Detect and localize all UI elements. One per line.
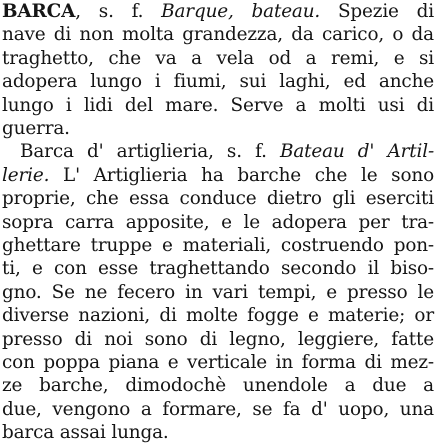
definition-line: barca assai lunga. xyxy=(2,422,169,444)
french-translation: Barque, bateau. xyxy=(161,1,321,22)
definition-line: nave di non molta grandezza, da carico, o da xyxy=(2,24,434,46)
definition-line: ti, e con esse traghettando secondo il biso- xyxy=(2,258,434,280)
headword-barca: BARCA xyxy=(2,1,76,22)
grammar-label: , s. f. xyxy=(208,141,267,163)
definition-line: guerra. xyxy=(2,118,70,139)
definition-line: lungo i lidi del mare. Serve a molti usi di xyxy=(2,94,434,116)
definition-line: diverse nazioni, di molte fogge e materie; or xyxy=(2,305,434,327)
definition-line: proprie, che essa conduce dietro gli eserciti xyxy=(2,188,434,210)
definition-line: ghettare truppe e materiali, costruendo pon- xyxy=(2,235,434,256)
french-translation-continued: lerie. xyxy=(2,164,50,186)
french-translation: Bateau d' Artil- xyxy=(279,141,435,163)
definition-line: presso di noi sono di legno, leggiere, fatte xyxy=(2,328,434,350)
entry-barca-line-1 xyxy=(2,1,434,23)
definition-line: sopra carra apposite, e le adopera per tra- xyxy=(2,211,434,233)
definition-line: con poppa piana e verticale in forma di mez- xyxy=(2,352,434,373)
headword-barca-artiglieria: Barca d' artiglieria xyxy=(20,141,209,163)
definition-line: traghetto, che va a vela od a remi, e si xyxy=(2,47,434,69)
definition-text: L' Artiglieria ha barche che le sono xyxy=(63,164,434,186)
definition-text: Spezie di xyxy=(337,1,434,22)
definition-line: adopera lungo i fiumi, sui laghi, ed anche xyxy=(2,71,434,93)
entry-barca-artiglieria-line-1 xyxy=(20,141,434,163)
definition-line: due, vengono a formare, se fa d' uopo, una xyxy=(2,398,434,420)
definition-line: gno. Se ne fecero in vari tempi, e presso le xyxy=(2,281,434,303)
definition-line: ze barche, dimodochè unendole a due a xyxy=(2,375,434,397)
entry-barca-artiglieria-line-2 xyxy=(2,165,434,187)
grammar-label: , s. f. xyxy=(75,1,144,22)
